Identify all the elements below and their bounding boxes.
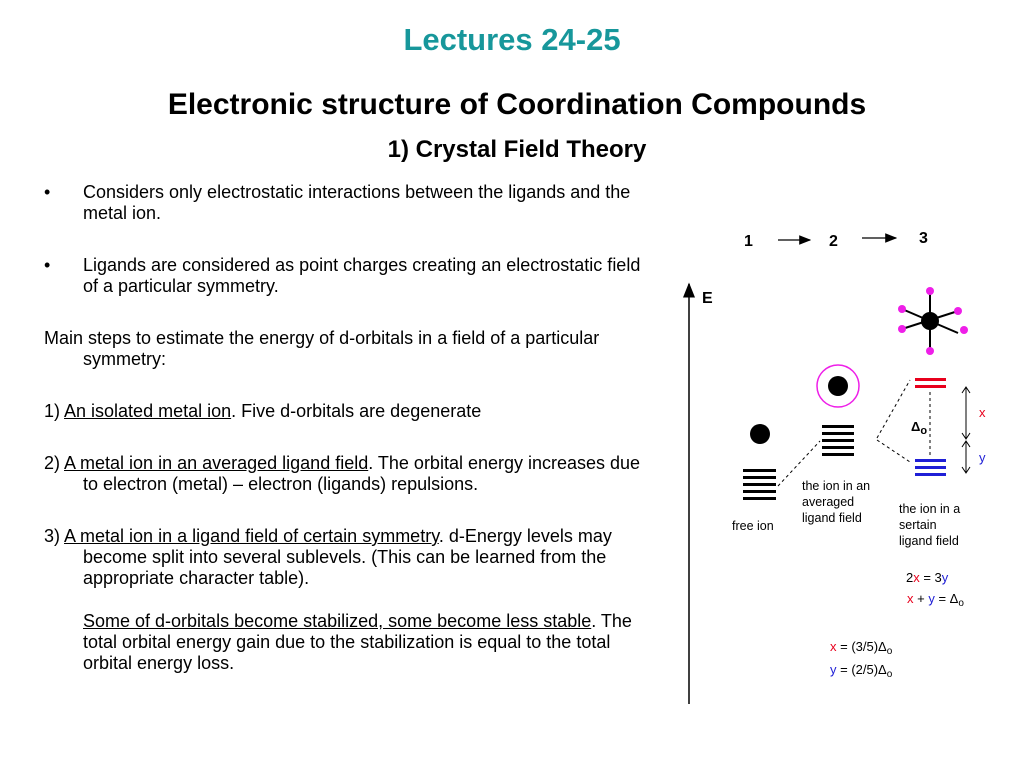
equation-x-plus-y: $x + y = \Delta_o$ [907, 591, 964, 609]
free-ion-label: free ion [732, 519, 774, 533]
averaged-field-label: the ion in an averaged ligand field [802, 479, 871, 525]
metal-ion-icon [828, 376, 848, 396]
energy-axis-label: E [702, 290, 713, 307]
bullet-text: Ligands are considered as point charges creating an electrostatic field of a particular symmetry. [83, 255, 641, 296]
bullet-dot: • [44, 255, 51, 275]
x-label: x [979, 405, 986, 420]
equation-y-value: $y = (2/5)\Delta_o$ [830, 662, 893, 680]
y-label: y [979, 450, 986, 465]
octahedral-complex-icon [898, 287, 968, 355]
step-2-paragraph: 2) A metal ion in an averaged ligand field. The orbital energy increases due to electron (metal) – electron (ligands) repulsions. [44, 453, 641, 494]
certain-field-label: the ion in a sertain ligand field [899, 502, 961, 548]
step-label-1: 1 [744, 233, 753, 250]
page-title: Lectures 24-25 [403, 22, 621, 57]
stabilization-paragraph: Some of d-orbitals become stabilized, some become less stable. The total orbital energy gain due to the stabilization is equal to the total orbital energy loss. [83, 611, 632, 673]
equation-2x-3y: 2x = 3y [906, 570, 949, 585]
equation-x-value: $x = (3/5)\Delta_o$ [830, 639, 893, 657]
delta-o-label: $\Delta_o$ [911, 419, 928, 437]
section-title: 1) Crystal Field Theory [387, 136, 647, 163]
metal-ion-icon [750, 424, 770, 444]
degenerate-d-orbitals-free-ion [743, 469, 776, 500]
main-steps-paragraph: Main steps to estimate the energy of d-orbitals in a field of a particular symmetry: [44, 328, 600, 369]
step-label-3: 3 [919, 230, 928, 247]
correlation-line [877, 440, 910, 462]
eg-orbitals [915, 378, 946, 388]
correlation-line [877, 380, 910, 438]
step-3-paragraph: 3) A metal ion in a ligand field of certain symmetry. d-Energy levels may become split into several sublevels. (This can be learned from the appropriate character table). [44, 526, 612, 588]
step-label-2: 2 [829, 233, 838, 250]
degenerate-d-orbitals-averaged [822, 425, 854, 456]
t2g-orbitals [915, 459, 946, 476]
bullet-dot: • [44, 182, 51, 202]
bullet-text: Considers only electrostatic interactions between the ligands and the metal ion. [83, 182, 631, 223]
step-1-paragraph: 1) An isolated metal ion. Five d-orbitals are degenerate [44, 401, 482, 421]
page-subtitle: Electronic structure of Coordination Compounds [167, 88, 867, 121]
